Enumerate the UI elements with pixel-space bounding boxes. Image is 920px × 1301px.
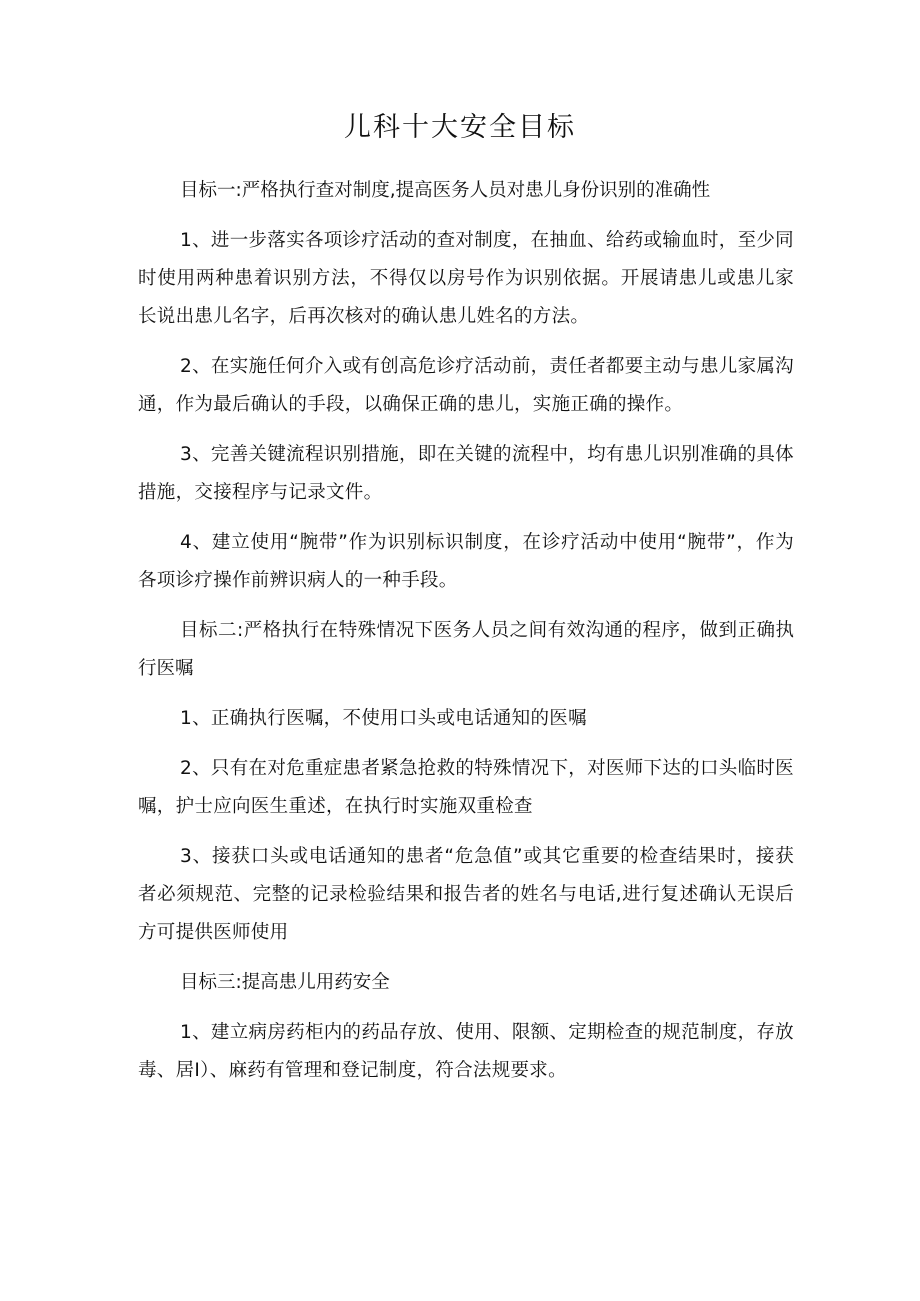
goal-one-item-1: 1、进一步落实各项诊疗活动的查对制度，在抽血、给药或输血时，至少同时使用两种患着识别方法，不得仅以房号作为识别依据。开展请患儿或患儿家长说出患儿名字，后再次核对的确认患儿姓名的方法。 <box>138 230 794 327</box>
goal-two-item-3: 3、接获口头或电话通知的患者“危急值”或其它重要的检查结果时，接获者必须规范、完整的记录检验结果和报告者的姓名与电话,进行复述确认无误后方可提供医师使用 <box>138 846 794 943</box>
goal-one-item-2: 2、在实施任何介入或有创高危诊疗活动前，责任者都要主动与患儿家属沟通，作为最后确认的手段，以确保正确的患儿，实施正确的操作。 <box>138 356 794 415</box>
goal-two-heading: 目标二:严格执行在特殊情况下医务人员之间有效沟通的程序，做到正确执行医嘱 <box>138 620 794 679</box>
goal-three-heading: 目标三:提高患儿用药安全 <box>180 972 390 993</box>
goal-three-item-1: 1、建立病房药柜内的药品存放、使用、限额、定期检查的规范制度，存放毒、居I）、麻药有管理和登记制度，符合法规要求。 <box>138 1022 794 1081</box>
document-body <box>138 172 794 1102</box>
goal-one-item-4: 4、建立使用“腕带”作为识别标识制度，在诊疗活动中使用“腕带”，作为各项诊疗操作前辨识病人的一种手段。 <box>138 532 794 591</box>
goal-one-heading: 目标一:严格执行查对制度,提高医务人员对患儿身份识别的准确性 <box>180 180 711 201</box>
goal-two-item-2: 2、只有在对危重症患者紧急抢救的特殊情况下，对医师下达的口头临时医嘱，护士应向医生重述，在执行时实施双重检查 <box>138 758 794 817</box>
goal-two-item-1: 1、正确执行医嘱，不使用口头或电话通知的医嘱 <box>180 708 587 729</box>
goal-one-item-3: 3、完善关键流程识别措施，即在关键的流程中，均有患儿识别准确的具体措施，交接程序与记录文件。 <box>138 444 794 503</box>
document-title: 儿科十大安全目标 <box>344 112 576 143</box>
